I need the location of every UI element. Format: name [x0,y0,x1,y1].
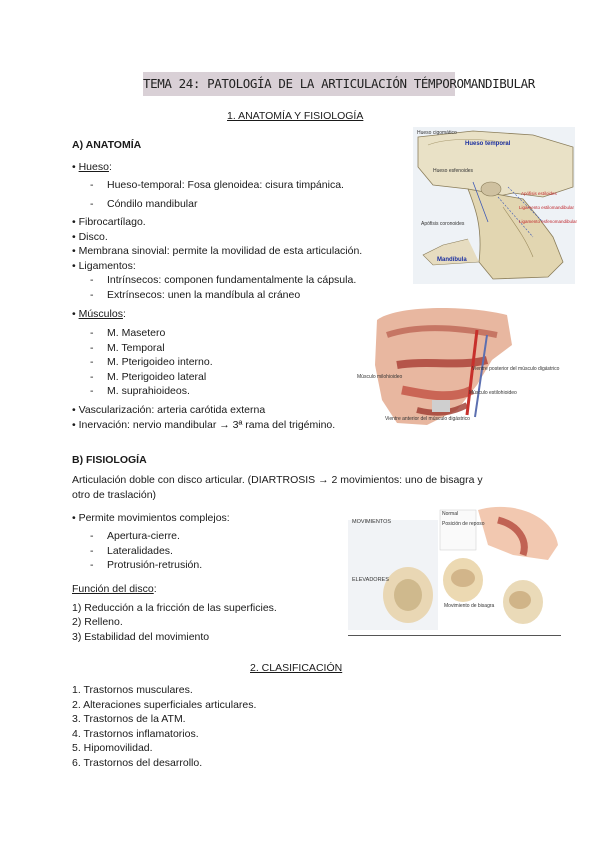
classification-item: 1. Trastornos musculares. [72,684,193,696]
muscle-label: Vientre anterior del músculo digástrico [385,416,470,422]
movement-item: - Apertura-cierre. [107,529,180,544]
bullet-item: • Disco. [72,231,108,243]
movement-item: - Lateralidades. [107,544,173,559]
musculo-item: - M. Masetero [107,326,165,341]
label-hueso-temporal: Hueso temporal [465,141,511,147]
subheading-fisiologia: B) FISIOLOGÍA [72,454,147,466]
hueso-item: - Hueso-temporal: Fosa glenoidea: cisura timpánica. [107,178,344,193]
bullet-item: • Vascularización: arteria carótida externa [72,404,266,416]
fisiologia-intro-line: Articulación doble con disco articular. (DIARTROSIS → 2 movimientos: uno de bisagra y [72,474,483,486]
disc-function-item: 2) Relleno. [72,616,123,628]
skull-small-label: Apófisis estiloides [521,191,557,196]
musculo-item: - M. suprahioideos. [107,384,190,399]
classification-item: 3. Trastornos de la ATM. [72,713,186,725]
skull-small-label: Ligamento esfenomandibular [519,219,578,224]
movement-fig-label: Normal [442,511,459,517]
movements-figure [348,500,561,636]
classification-item: 6. Trastornos del desarrollo. [72,757,203,769]
muscle-label: Vientre posterior del músculo digástrico [472,366,560,372]
musculos-label: Músculos [78,308,123,320]
ligamento-item: - Intrínsecos: componen fundamentalmente la cápsula. [107,273,356,288]
fisiologia-intro-line: otro de traslación) [72,489,157,501]
muscle-label: Músculo estilohioideo [469,390,517,396]
hueso-item: - Cóndilo mandibular [107,197,197,212]
skull-small-label: Apófisis coronoides [421,221,465,227]
ligamento-item: - Extrínsecos: unen la mandíbula al cráneo [107,288,300,303]
movement-fig-label: Posición de reposo [442,521,485,527]
subheading-anatomia: A) ANATOMÍA [72,139,142,151]
disc-function-label: Función del disco: [72,583,157,595]
label-movimientos: MOVIMIENTOS [352,519,392,525]
movement-fig-label: Movimiento de bisagra [444,603,495,609]
musculo-item: - M. Pterigoideo interno. [107,355,213,370]
section-heading-clasificacion: 2. CLASIFICACIÓN [250,662,343,674]
bullet-item: • Membrana sinovial: permite la movilidad de esta articulación. [72,245,363,257]
skull-figure [413,127,578,284]
page-title: TEMA 24: PATOLOGÍA DE LA ARTICULACIÓN TÉMPOROMANDIBULAR [143,72,455,96]
hueso-label: Hueso [78,161,109,173]
label-elevadores: ELEVADORES [352,577,389,583]
bullet-musculos: • Músculos: [72,308,126,320]
bullet-movimientos: • Permite movimientos complejos: [72,512,230,524]
musculo-item: - M. Temporal [107,341,165,356]
section-heading-anatomia-fisiologia: 1. ANATOMÍA Y FISIOLOGÍA [227,110,364,122]
skull-small-label: Ligamento estilomandibular [519,205,575,210]
bullet-item: • Ligamentos: [72,260,136,272]
bullet-hueso: • Hueso: [72,161,112,173]
classification-item: 4. Trastornos inflamatorios. [72,728,199,740]
movement-item: - Protrusión-retrusión. [107,558,202,573]
bullet-item: • Fibrocartílago. [72,216,146,228]
label-mandibula: Mandíbula [437,257,467,263]
skull-small-label: Hueso cigomático [417,130,457,136]
disc-function-item: 1) Reducción a la fricción de las superficies. [72,602,277,614]
classification-item: 5. Hipomovilidad. [72,742,153,754]
muscle-label: Músculo milohioideo [357,374,403,380]
musculo-item: - M. Pterigoideo lateral [107,370,206,385]
bullet-item: • Inervación: nervio mandibular → 3ª rama del trigémino. [72,419,336,431]
classification-item: 2. Alteraciones superficiales articulares. [72,699,257,711]
skull-small-label: Hueso esfenoides [433,168,474,174]
muscles-figure [357,305,560,435]
disc-function-item: 3) Estabilidad del movimiento [72,631,210,643]
